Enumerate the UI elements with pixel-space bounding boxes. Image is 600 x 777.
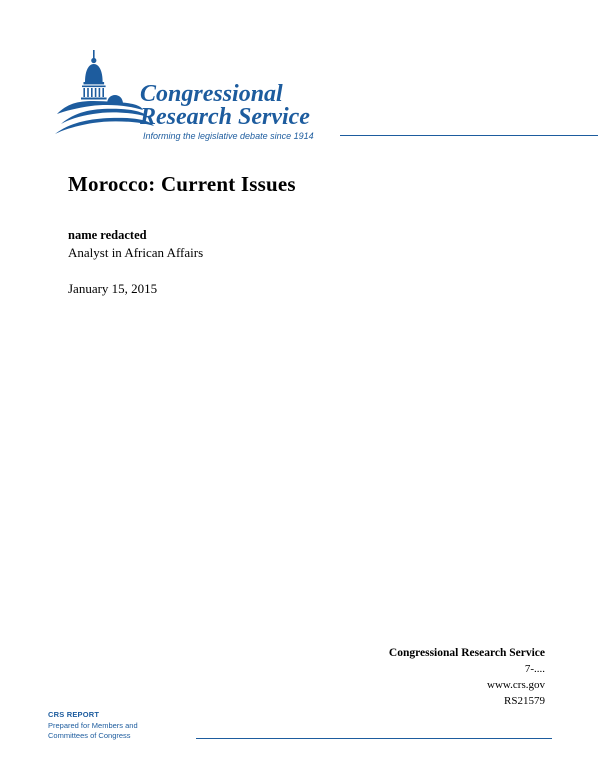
footer-rule (196, 738, 552, 739)
logo-rule (340, 135, 598, 136)
logo-tagline: Informing the legislative debate since 1914 (143, 131, 314, 141)
footer-text-block (48, 710, 138, 742)
imprint-report-number: RS21579 (504, 695, 545, 707)
author-role: Analyst in African Affairs (68, 245, 204, 260)
crs-logo (55, 48, 355, 148)
imprint-organization: Congressional Research Service (388, 647, 545, 659)
footer-prepared-line-2: Committees of Congress (48, 731, 131, 740)
imprint-website[interactable]: www.crs.gov (487, 679, 545, 691)
logo-line-1: Congressional (140, 81, 283, 107)
logo-line-2: Research Service (140, 104, 310, 130)
page-footer (48, 710, 552, 744)
crs-capitol-dome-logo (55, 48, 355, 148)
imprint-block (285, 645, 545, 709)
author-name: name redacted (68, 228, 147, 242)
imprint-phone: 7-.... (524, 663, 545, 675)
page-title: Morocco: Current Issues (68, 172, 296, 196)
document-date: January 15, 2015 (68, 281, 158, 296)
footer-prepared-line-1: Prepared for Members and (48, 720, 138, 730)
footer-label: CRS REPORT (48, 710, 100, 719)
